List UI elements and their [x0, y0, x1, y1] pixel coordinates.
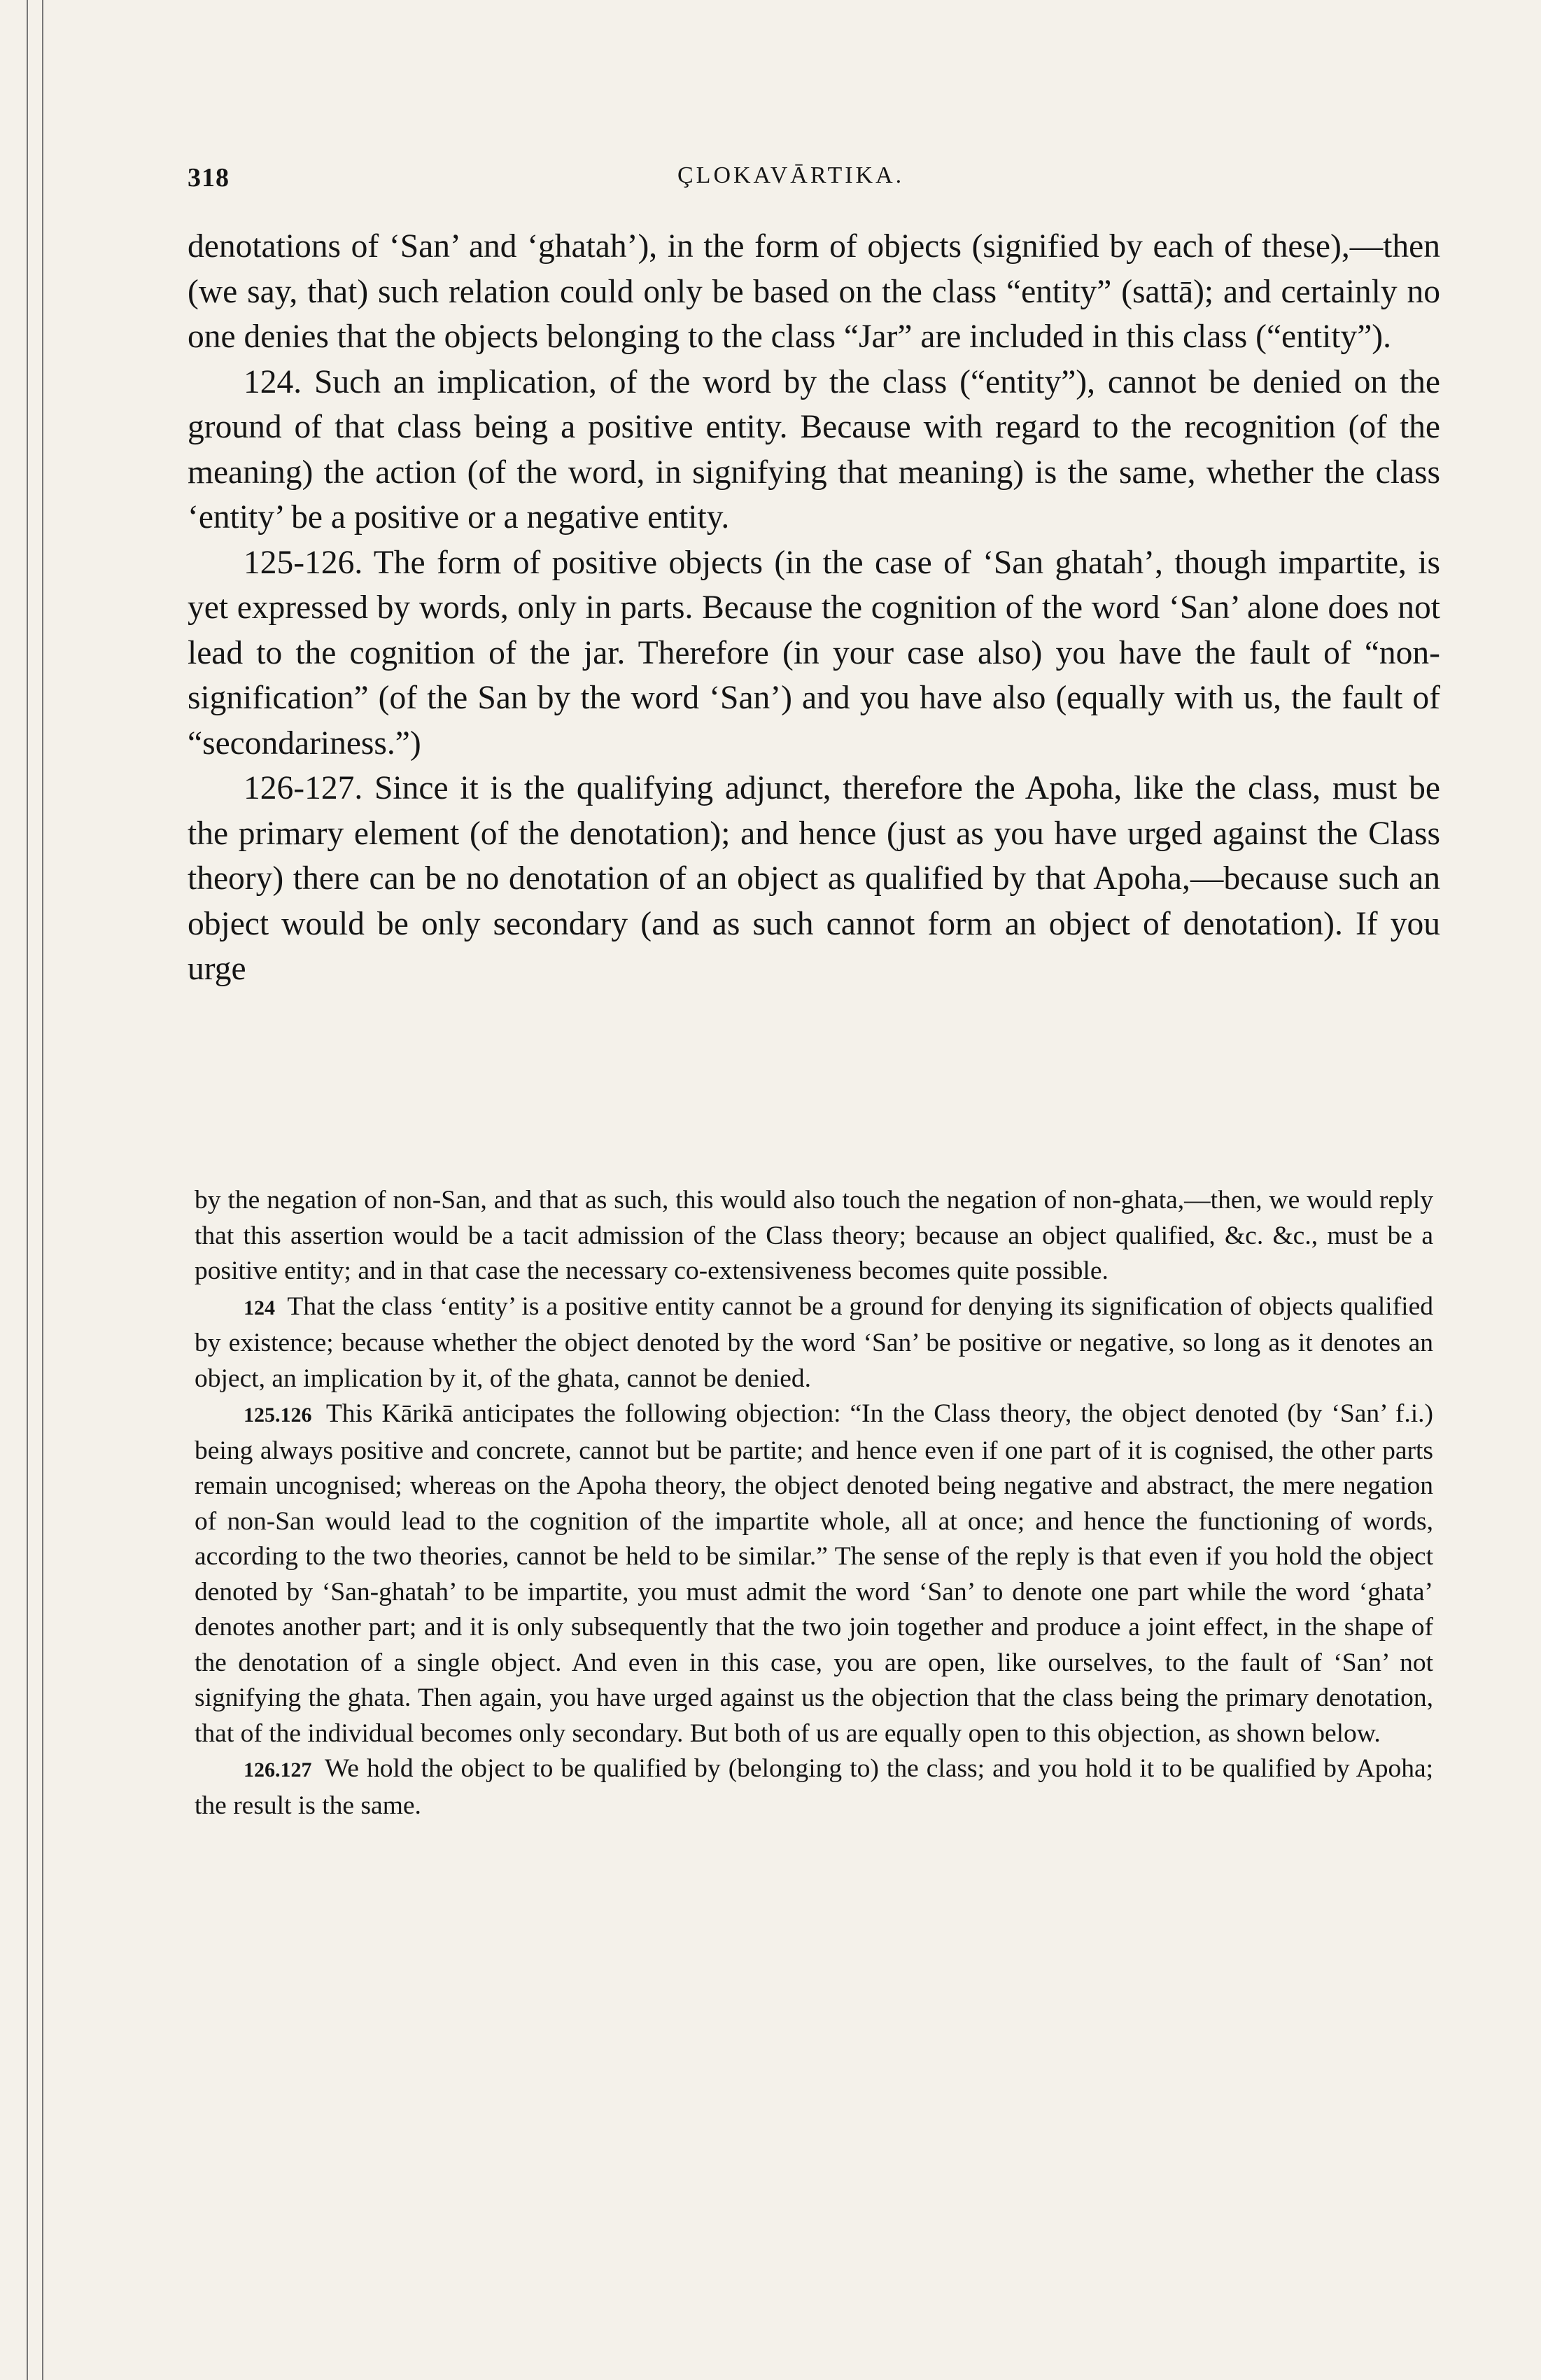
footnote: [195, 1183, 1433, 1289]
footnote-text: We hold the object to be qualified by (belonging to) the class; and you hold it to be qualified by Apoha; the result is the same.: [195, 1754, 1434, 1820]
footnotes: [195, 1183, 1433, 1823]
footnote: [195, 1396, 1433, 1751]
main-text: [188, 224, 1440, 992]
page-edge-line: [27, 0, 28, 2380]
paragraph: denotations of ‘San’ and ‘ghatah’), in the form of objects (signified by each of these),—then (we say, that) such relation could only be based on the class “entity” (sattā); and certainly no one denies that the objects belonging to the class “Jar” are included in this class (“entity”).: [188, 228, 1440, 355]
footnote-text: by the negation of non-San, and that as such, this would also touch the negation of non-ghata,—then, we would reply that this assertion would be a tacit admission of the Class theory; because an object qualified, &c. &c., must be a positive entity; and in that case the necessary co-extensiveness becomes quite possible.: [195, 1186, 1433, 1285]
footnote-number: 125.126: [244, 1404, 312, 1427]
paragraph: 125-126. The form of positive objects (in the case of ‘San ghatah’, though impartite, is yet expressed by words, only in parts. Because the cognition of the word ‘San’ alone does not lead to the cognition of the jar. Therefore (in your case also) you have the fault of “non-signification” (of the San by the word ‘San’) and you have also (equally with us, the fault of “secondariness.”): [188, 544, 1440, 762]
footnote-text: That the class ‘entity’ is a positive entity cannot be a ground for denying its signification of objects qualified by existence; because whether the object denoted by the word ‘San’ be positive or negative, so long as it denotes an object, an implication by it, of the ghata, cannot be denied.: [195, 1292, 1434, 1393]
running-title: ÇLOKAVĀRTIKA.: [677, 162, 905, 188]
paragraph: 126-127. Since it is the qualifying adjunct, therefore the Apoha, like the class, must be the primary element (of the denotation); and hence (just as you have urged against the Class theory) there can be no denotation of an object as qualified by that Apoha,—because such an object would be only secondary (and as such cannot form an object of denotation). If you urge: [188, 770, 1440, 987]
page-header: [188, 162, 1440, 211]
footnote-text: This Kārikā anticipates the following objection: “In the Class theory, the object denoted (by ‘San’ f.i.) being always positive and concrete, cannot but be partite; and hence even if one part of it is cognised, the other parts remain uncognised; whereas on the Apoha theory, the object denoted being negative and abstract, the mere negation of non-San would lead to the cognition of the impartite whole, all at once; and hence the functioning of words, according to the two theories, cannot be held to be similar.” The sense of the reply is that even if you hold the object denoted by ‘San-ghatah’ to be impartite, you must admit the word ‘San’ to denote one part while the word ‘ghata’ denotes another part; and it is only subsequently that the two join together and produce a joint effect, in the shape of the denotation of a single object. And even in this case, you are open, like ourselves, to the fault of ‘San’ not signifying the ghata. Then again, you have urged against us the objection that the class being the primary denotation, that of the individual becomes only secondary. But both of us are equally open to this objection, as shown below.: [195, 1399, 1434, 1748]
footnote-number: 126.127: [244, 1758, 312, 1782]
paragraph: 124. Such an implication, of the word by the class (“entity”), cannot be denied on the ground of that class being a positive entity. Because with regard to the recognition (of the meaning) the action (of the word, in signifying that meaning) is the same, whether the class ‘entity’ be a positive or a negative entity.: [188, 363, 1440, 536]
page-number: 318: [188, 163, 230, 192]
footnote: [195, 1289, 1433, 1397]
footnote: [195, 1751, 1433, 1823]
page-edge-line: [42, 0, 43, 2380]
footnote-number: 124: [244, 1296, 275, 1320]
